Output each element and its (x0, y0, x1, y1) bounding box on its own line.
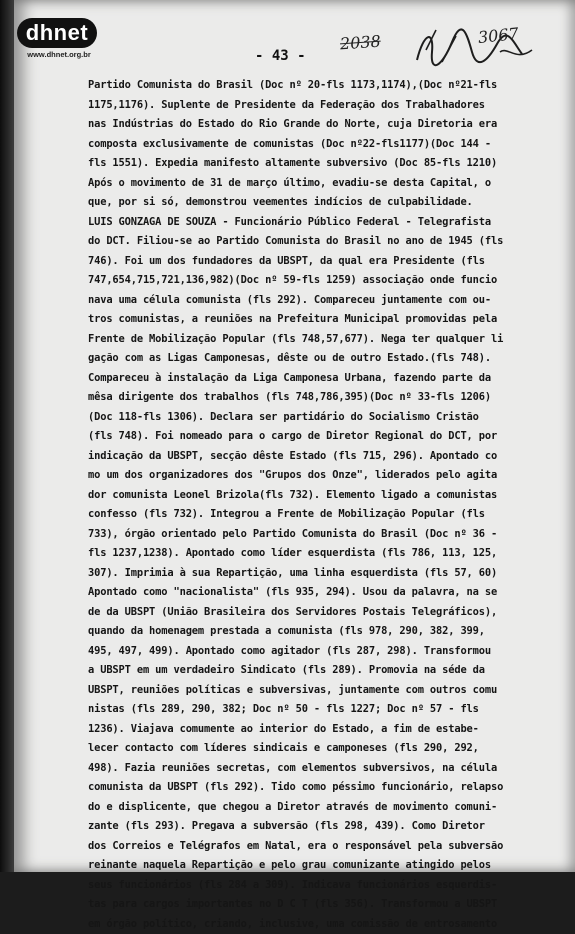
text-line: em órgão político, criando, inclusive, uma comissão de entrosamento (88, 915, 566, 934)
text-line: Apontado como "nacionalista" (fls 935, 294). Usou da palavra, na se (88, 583, 566, 603)
text-line: seus funcionários (fls 284 a 309). Indicava funcionários esquerdis- (88, 876, 566, 896)
text-line: gação com as Ligas Camponesas, dêste ou de outro Estado.(fls 748). (88, 349, 566, 369)
text-line: Após o movimento de 31 de março último, evadiu-se desta Capital, o (88, 174, 566, 194)
text-line: Compareceu à instalação da Liga Camponesa Urbana, fazendo parte da (88, 369, 566, 389)
text-line: 733), órgão orientado pelo Partido Comunista do Brasil (Doc nº 36 - (88, 525, 566, 545)
text-line: LUIS GONZAGA DE SOUZA - Funcionário Público Federal - Telegrafista (88, 213, 566, 233)
text-line: que, por si só, demonstrou veementes indícios de culpabilidade. (88, 193, 566, 213)
text-line: nava uma célula comunista (fls 292). Compareceu juntamente com ou- (88, 291, 566, 311)
text-line: lecer contacto com líderes sindicais e camponeses (fls 290, 292, (88, 739, 566, 759)
text-line: UBSPT, reuniões políticas e subversivas, juntamente com outros comu (88, 681, 566, 701)
text-line: Partido Comunista do Brasil (Doc nº 20-fls 1173,1174),(Doc nº21-fls (88, 76, 566, 96)
text-line: dor comunista Leonel Brizola(fls 732). Elemento ligado a comunistas (88, 486, 566, 506)
typed-body-text (88, 76, 566, 934)
text-line: 498). Fazia reuniões secretas, com elementos subversivos, na célula (88, 759, 566, 779)
handwritten-reference-number: 3067 (477, 24, 519, 47)
text-line: a UBSPT em um verdadeiro Sindicato (fls 289). Promovia na séde da (88, 661, 566, 681)
text-line: do e displicente, que chegou a Diretor através de movimento comuni- (88, 798, 566, 818)
text-line: composta exclusivamente de comunistas (Doc nº22-fls1177)(Doc 144 - (88, 135, 566, 155)
text-line: 1175,1176). Suplente de Presidente da Federação dos Trabalhadores (88, 96, 566, 116)
text-line: indicação da UBSPT, secção dêste Estado (fls 715, 296). Apontado co (88, 447, 566, 467)
text-line: (fls 748). Foi nomeado para o cargo de Diretor Regional do DCT, por (88, 427, 566, 447)
dhnet-logo: dhnet (17, 18, 97, 48)
text-line: 747,654,715,721,136,982)(Doc nº 59-fls 1259) associação onde funcio (88, 271, 566, 291)
text-line: dos Correios e Telégrafos em Natal, era o responsável pela subversão (88, 837, 566, 857)
text-line: de da UBSPT (União Brasileira dos Servidores Postais Telegráficos), (88, 603, 566, 623)
text-line: fls 1551). Expedia manifesto altamente subversivo (Doc 85-fls 1210) (88, 154, 566, 174)
crossed-out-number: 2038 (339, 32, 381, 54)
text-line: reinante naquela Repartição e pelo grau comunizante atingido pelos (88, 856, 566, 876)
text-line: fls 1237,1238). Apontado como líder esquerdista (fls 786, 113, 125, (88, 544, 566, 564)
text-line: tas para cargos importantes no D C T (fls 356). Transformou a UBSPT (88, 895, 566, 915)
logo-url: www.dhnet.org.br (14, 50, 104, 59)
text-line: zante (fls 293). Pregava a subversão (fls 298, 439). Como Diretor (88, 817, 566, 837)
text-line: tros comunistas, a reuniões na Prefeitura Municipal promovidas pela (88, 310, 566, 330)
text-line: 307). Imprimia à sua Repartição, uma linha esquerdista (fls 57, 60) (88, 564, 566, 584)
text-line: nas Indústrias do Estado do Rio Grande do Norte, cuja Diretoria era (88, 115, 566, 135)
text-line: confesso (fls 732). Integrou a Frente de Mobilização Popular (fls (88, 505, 566, 525)
text-line: 1236). Viajava comumente ao interior do Estado, a fim de estabe- (88, 720, 566, 740)
page-number: - 43 - (255, 48, 306, 64)
text-line: (Doc 118-fls 1306). Declara ser partidário do Socialismo Cristão (88, 408, 566, 428)
text-line: nistas (fls 289, 290, 382; Doc nº 50 - fls 1227; Doc nº 57 - fls (88, 700, 566, 720)
text-line: 746). Foi um dos fundadores da UBSPT, da qual era Presidente (fls (88, 252, 566, 272)
text-line: 495, 497, 499). Apontado como agitador (fls 287, 298). Transformou (88, 642, 566, 662)
text-line: do DCT. Filiou-se ao Partido Comunista do Brasil no ano de 1945 (fls (88, 232, 566, 252)
text-line: mêsa dirigente dos trabalhos (fls 748,786,395)(Doc nº 33-fls 1206) (88, 388, 566, 408)
text-line: Frente de Mobilização Popular (fls 748,57,677). Nega ter qualquer li (88, 330, 566, 350)
text-line: comunista da UBSPT (fls 292). Tido como péssimo funcionário, relapso (88, 778, 566, 798)
text-line: quando da homenagem prestada a comunista (fls 978, 290, 382, 399, (88, 622, 566, 642)
text-line: mo um dos organizadores dos "Grupos dos Onze", liderados pelo agita (88, 466, 566, 486)
